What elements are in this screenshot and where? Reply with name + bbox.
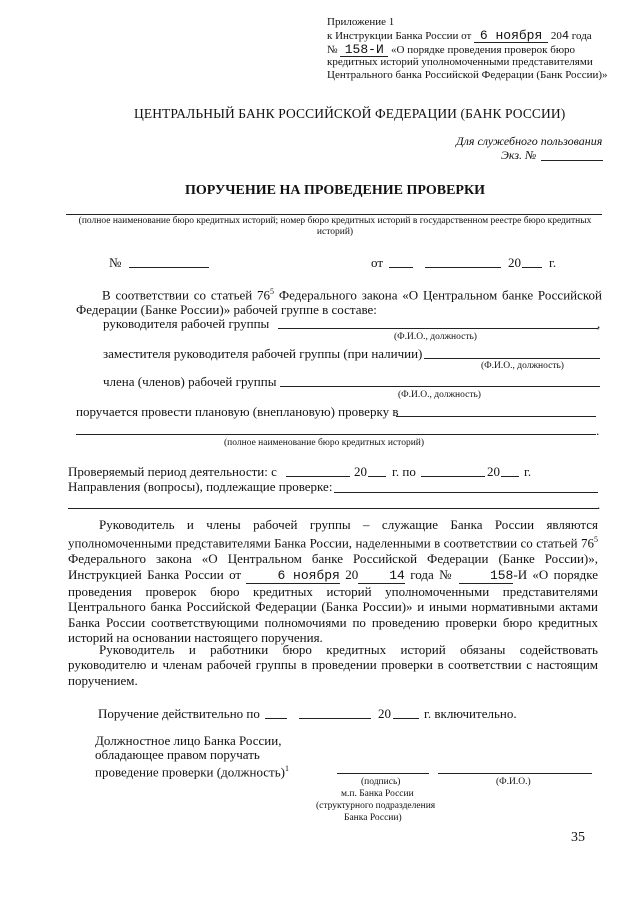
document-title: ПОРУЧЕНИЕ НА ПРОВЕДЕНИЕ ПРОВЕРКИ [185,183,486,198]
composition-intro-a: В соответствии со статьей 76 [102,287,271,303]
inspection-bureau-field-2[interactable] [76,434,596,435]
order-year-g: г. [549,255,557,270]
stamp-line-2: (структурного подразделения [316,801,436,811]
official-use-label: Для служебного пользования [456,134,603,148]
appendix-year-prefix: 20 [550,30,562,42]
order-number-label: № [109,255,122,270]
official-footnote-sup: 1 [284,764,289,773]
authority-year-prefix: 20 [339,566,359,582]
group-deputy-field[interactable] [424,358,600,359]
appendix-line-3 [327,43,602,57]
authority-paragraph [68,517,598,646]
order-day-field[interactable] [389,267,413,268]
signature-caption: (подпись) [361,777,401,787]
validity-month-field[interactable] [299,718,371,719]
authority-text-d: -И «О порядке проведения проверок бюро кредитных историй уполномоченными представителями Центрального банка Российской Федерации (Банка России)» и иными нормативными актами Банка России соответствующими полномочиями по проведению проверки бюро кредитных историй на основании настоящего поручения. [68,566,598,646]
composition-intro-sup: 5 [270,287,275,296]
validity-day-field[interactable] [265,718,287,719]
inspection-bureau-caption: (полное наименование бюро кредитных историй) [224,438,425,448]
stamp-line-3: Банка России) [344,813,402,823]
directions-label: Направления (вопросы), подлежащие проверке: [68,479,333,494]
appendix-line-4: кредитных историй уполномоченными представителями [327,56,593,68]
signer-name-field[interactable] [438,773,592,774]
authority-date-handwritten: 6 ноября [246,568,339,584]
appendix-number-sign: № [327,44,338,56]
copy-number-label: Экз. № [501,148,537,162]
composition-intro-b: Федерального закона «О Центральном банке Российской Федерации (Банке России)» рабочей группе в составе: [76,287,602,318]
composition-intro [76,284,602,317]
group-head-field[interactable] [278,328,598,329]
period-start-year-prefix: 20 [354,464,367,479]
validity-label: Поручение действительно по [98,706,260,721]
order-year-field[interactable] [522,267,542,268]
inspection-assign-label: поручается провести плановую (внеплановую) проверку в [76,404,399,419]
directions-field-1[interactable] [334,492,598,493]
appendix-year-word: года [571,30,592,42]
order-year-prefix: 20 [508,255,521,270]
stamp-line-1: м.п. Банка России [341,789,414,799]
authority-text-a: Руководитель и члены рабочей группы – служащие Банка России являются уполномоченными представителями Банка России, наделенными в соответствии со статьей 76 [68,517,598,551]
validity-year-prefix: 20 [378,706,391,721]
appendix-instruction-name: «О порядке проведения проверок бюро [391,44,576,56]
official-line-2: обладающее правом поручать [95,747,260,762]
order-month-field[interactable] [425,267,501,268]
authority-number-handwritten: 158 [459,568,513,584]
copy-number-field[interactable] [541,160,603,161]
period-end-g: г. [524,464,532,479]
bureau-name-field[interactable] [66,214,602,215]
appendix-year-handwritten: 4 [561,29,570,43]
authority-year-handwritten: 14 [358,568,405,584]
appendix-instruction-text: к Инструкции Банка России от [327,30,472,42]
authority-sup: 5 [594,535,598,545]
validity-year-field[interactable] [393,718,419,719]
page-number: 35 [571,830,585,845]
official-line-3 [95,761,289,779]
authority-text-b: Федерального закона «О Центральном банке Российской Федерации (Банке России)», Инструкцией Банка России от [68,551,598,582]
signature-field[interactable] [337,773,429,774]
appendix-line-2 [327,29,592,43]
cooperation-paragraph: Руководитель и работники бюро кредитных историй обязаны содействовать руководителю и членам рабочей группы в проведении проверки в соответствии с настоящим поручением. [68,642,598,688]
period-label: Проверяемый период деятельности: с [68,464,277,479]
group-deputy-caption: (Ф.И.О., должность) [481,361,564,371]
period-end-year-field[interactable] [501,476,519,477]
period-end-field[interactable] [421,476,485,477]
group-member-caption: (Ф.И.О., должность) [398,390,481,400]
group-head-caption: (Ф.И.О., должность) [394,332,477,342]
period-start-year-field[interactable] [368,476,386,477]
appendix-date-handwritten: 6 ноября [474,29,548,43]
order-date-from-label: от [371,255,384,270]
group-head-comma: , [597,316,601,331]
appendix-number-handwritten: 158-И [340,43,388,57]
order-number-field[interactable] [129,267,209,268]
validity-suffix: г. включительно. [424,706,517,721]
group-deputy-label: заместителя руководителя рабочей группы (при наличии) [103,346,423,361]
group-member-label: члена (членов) рабочей группы [103,374,277,389]
signer-name-caption: (Ф.И.О.) [496,777,531,787]
group-head-label: руководителя рабочей группы [103,316,270,331]
bank-name: ЦЕНТРАЛЬНЫЙ БАНК РОССИЙСКОЙ ФЕДЕРАЦИИ (БАНК РОССИИ) [134,106,566,121]
bureau-name-caption: (полное наименование бюро кредитных историй; номер бюро кредитных историй в государственном реестре бюро кредитных историй) [78,216,592,237]
appendix-title: Приложение 1 [327,16,395,28]
appendix-line-5: Центрального банка Российской Федерации (Банк России)» [327,69,608,81]
inspection-bureau-period: . [596,423,600,438]
authority-text-c: года № [404,566,459,582]
period-end-year-prefix: 20 [487,464,500,479]
group-member-field[interactable] [280,386,600,387]
official-line-1: Должностное лицо Банка России, [95,733,282,748]
directions-period: . [597,497,601,512]
official-line-3-text: проведение проверки (должность) [95,764,285,780]
period-g-po: г. по [392,464,416,479]
period-start-field[interactable] [286,476,350,477]
inspection-bureau-field-1[interactable] [396,416,596,417]
directions-field-2[interactable] [68,508,598,509]
